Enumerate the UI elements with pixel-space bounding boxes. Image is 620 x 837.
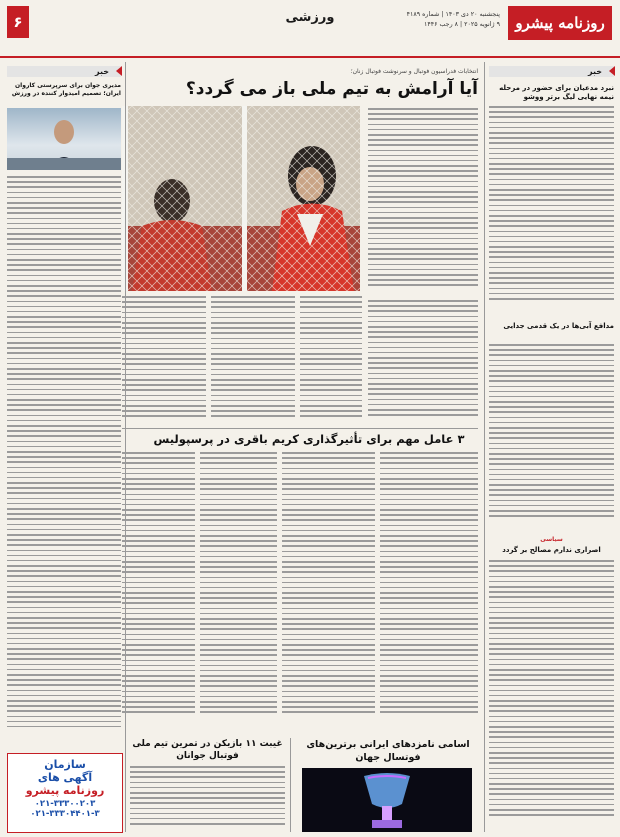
main-headline: آیا آرامش به تیم ملی باز می گردد؟	[185, 79, 478, 99]
newspaper-logo: روزنامه پیشرو	[508, 6, 612, 40]
ad-phone-1: ۰۲۱-۳۳۳۰۰۲۰۳	[34, 799, 96, 809]
mid-story-headline: ۳ عامل مهم برای تأثیرگذاری کریم باقری در پرسپولیس	[153, 432, 465, 446]
left-column-header	[7, 66, 121, 77]
left-body	[7, 176, 121, 742]
section-title: ورزشی	[285, 10, 335, 25]
ad-box	[7, 753, 123, 833]
left-headline: مدیری جوان برای سرپرستی کاروان ایران؛ تصمیم امیدوار کننده در ورزش	[11, 82, 121, 97]
trophy-photo	[302, 768, 472, 832]
right-story-3-headline: اصراری ندارم مصالح بر گردد	[502, 546, 601, 554]
dateline	[407, 10, 500, 30]
trophy-icon	[302, 768, 472, 832]
date-line-1: پنجشنبه ۲۰ دی ۱۴۰۳ | شماره ۴۱۸۹	[406, 11, 500, 18]
main-body-col-3	[211, 296, 295, 426]
left-photo	[7, 108, 121, 170]
main-photo-illustration	[122, 106, 360, 291]
main-kicker: انتخابات فدراسیون فوتبال و سرنوشت فوتبال زنان؛	[350, 68, 478, 75]
right-column-header	[489, 66, 614, 77]
page-number: ۶	[7, 6, 29, 38]
main-body-col-4	[122, 296, 206, 426]
date-line-2: ۹ ژانویه ۲۰۲۵ | ۸ رجب ۱۴۴۶	[423, 21, 500, 28]
right-story-3-kicker: سیاسی	[540, 536, 563, 543]
right-story-2-headline: مدافع آبی‌ها در یک قدمی جدایی	[503, 322, 614, 330]
main-photo	[122, 106, 360, 291]
masthead	[0, 0, 620, 58]
left-header-label: خبر	[94, 67, 109, 76]
ad-subtitle: آگهی های	[37, 771, 93, 784]
right-story-3-body	[489, 560, 614, 832]
bottom-right-headline: اسامی نامزدهای ایرانی برترین‌های فوتسال جهان	[306, 739, 470, 763]
mid-body-col-2	[282, 452, 375, 732]
right-story-1-headline: نبرد مدعیان برای حضور در مرحله نیمه نهایی لیگ برتر ووشو	[499, 84, 614, 101]
official-portrait-illustration	[7, 108, 121, 170]
column-divider-right	[484, 62, 485, 832]
main-body-col-2	[300, 296, 362, 426]
right-header-label: خبر	[587, 67, 602, 76]
main-body-col-1	[368, 108, 478, 298]
triangle-icon	[609, 66, 615, 76]
right-story-2-body	[489, 344, 614, 529]
main-body-col-1b	[368, 300, 478, 425]
triangle-icon	[116, 66, 122, 76]
right-story-1-body	[489, 106, 614, 316]
ad-paper-name: روزنامه پیشرو	[25, 784, 105, 797]
bottom-center-headline: غیبت ۱۱ بازیکن در تمرین تیم ملی فوتبال جوانان	[132, 739, 283, 761]
column-divider-left	[125, 62, 126, 832]
mid-body-col-3	[200, 452, 277, 732]
bottom-divider	[290, 738, 291, 832]
ad-title: سازمان	[44, 758, 86, 771]
ad-phone-2: ۰۲۱-۳۳۳۰۴۴۰۱-۳	[30, 809, 100, 819]
mid-divider	[122, 428, 478, 429]
bottom-center-body	[130, 766, 285, 832]
mid-body-col-4	[122, 452, 195, 732]
mid-body-col-1	[380, 452, 478, 732]
